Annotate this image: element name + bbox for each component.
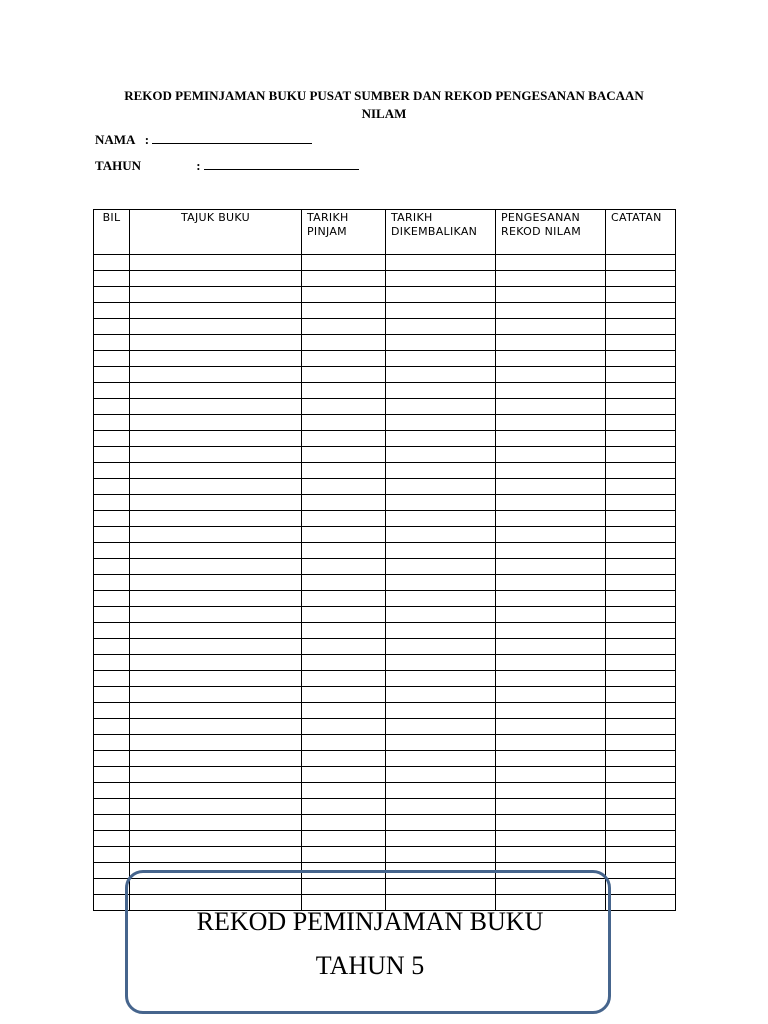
table-cell	[496, 767, 606, 783]
table-cell	[130, 687, 302, 703]
table-cell	[386, 271, 496, 287]
table-cell	[94, 655, 130, 671]
header-tarikh-pinjam: TARIKH PINJAM	[302, 210, 386, 255]
table-cell	[386, 591, 496, 607]
table-cell	[386, 399, 496, 415]
table-row	[94, 319, 676, 335]
table-cell	[130, 511, 302, 527]
table-cell	[130, 591, 302, 607]
table-cell	[496, 303, 606, 319]
table-cell	[606, 575, 676, 591]
table-cell	[302, 399, 386, 415]
table-cell	[302, 543, 386, 559]
table-cell	[94, 495, 130, 511]
table-row	[94, 383, 676, 399]
table-cell	[130, 751, 302, 767]
table-cell	[386, 543, 496, 559]
table-cell	[94, 863, 130, 879]
table-row	[94, 639, 676, 655]
table-cell	[94, 767, 130, 783]
table-cell	[386, 319, 496, 335]
table-cell	[302, 351, 386, 367]
table-cell	[302, 815, 386, 831]
header-pengesanan-rekod-nilam: PENGESANAN REKOD NILAM	[496, 210, 606, 255]
table-cell	[496, 447, 606, 463]
table-cell	[606, 655, 676, 671]
table-cell	[130, 415, 302, 431]
table-row	[94, 479, 676, 495]
table-row	[94, 655, 676, 671]
table-cell	[496, 831, 606, 847]
table-cell	[302, 799, 386, 815]
table-cell	[302, 319, 386, 335]
table-cell	[496, 751, 606, 767]
table-row	[94, 271, 676, 287]
tahun-blank-line	[204, 157, 359, 170]
table-cell	[496, 799, 606, 815]
table-cell	[302, 671, 386, 687]
stamp-line-1: REKOD PEMINJAMAN BUKU	[196, 907, 544, 936]
table-cell	[130, 703, 302, 719]
table-cell	[496, 351, 606, 367]
table-cell	[94, 463, 130, 479]
table-cell	[130, 671, 302, 687]
table-cell	[302, 287, 386, 303]
table-cell	[496, 783, 606, 799]
table-cell	[496, 623, 606, 639]
table-cell	[386, 463, 496, 479]
table-cell	[606, 351, 676, 367]
table-cell	[94, 799, 130, 815]
table-cell	[606, 303, 676, 319]
table-cell	[94, 575, 130, 591]
table-cell	[606, 815, 676, 831]
table-cell	[302, 415, 386, 431]
table-cell	[130, 623, 302, 639]
table-cell	[94, 303, 130, 319]
table-row	[94, 799, 676, 815]
table-cell	[386, 719, 496, 735]
table-cell	[94, 703, 130, 719]
table-cell	[386, 799, 496, 815]
table-row	[94, 447, 676, 463]
table-cell	[302, 255, 386, 271]
table-row	[94, 607, 676, 623]
table-cell	[606, 527, 676, 543]
table-cell	[496, 463, 606, 479]
table-cell	[606, 831, 676, 847]
table-cell	[94, 271, 130, 287]
table-cell	[606, 847, 676, 863]
table-cell	[496, 527, 606, 543]
table-cell	[496, 639, 606, 655]
table-cell	[496, 511, 606, 527]
table-cell	[130, 255, 302, 271]
table-cell	[94, 831, 130, 847]
table-cell	[130, 271, 302, 287]
table-cell	[496, 607, 606, 623]
table-cell	[130, 479, 302, 495]
table-cell	[496, 367, 606, 383]
table-cell	[302, 719, 386, 735]
table-cell	[606, 623, 676, 639]
table-row	[94, 399, 676, 415]
title-line-1: REKOD PEMINJAMAN BUKU PUSAT SUMBER DAN REKOD PENGESANAN BACAAN	[124, 88, 644, 103]
nama-field	[95, 131, 312, 148]
table-cell	[130, 559, 302, 575]
table-cell	[130, 463, 302, 479]
table-header-row	[94, 210, 676, 255]
table-row	[94, 735, 676, 751]
table-row	[94, 687, 676, 703]
table-row	[94, 751, 676, 767]
table-row	[94, 431, 676, 447]
table-cell	[302, 495, 386, 511]
table-cell	[386, 511, 496, 527]
table-row	[94, 335, 676, 351]
table-cell	[386, 303, 496, 319]
table-cell	[130, 719, 302, 735]
title-line-2: NILAM	[361, 106, 407, 121]
table-row	[94, 495, 676, 511]
table-cell	[94, 479, 130, 495]
table-cell	[386, 639, 496, 655]
table-cell	[606, 639, 676, 655]
table-cell	[94, 351, 130, 367]
table-cell	[130, 543, 302, 559]
table-cell	[606, 431, 676, 447]
table-cell	[606, 399, 676, 415]
table-cell	[606, 719, 676, 735]
table-cell	[302, 463, 386, 479]
table-cell	[302, 623, 386, 639]
table-cell	[606, 511, 676, 527]
table-row	[94, 463, 676, 479]
table-cell	[496, 735, 606, 751]
table-row	[94, 623, 676, 639]
table-cell	[496, 543, 606, 559]
table-cell	[302, 271, 386, 287]
table-cell	[302, 431, 386, 447]
table-cell	[386, 831, 496, 847]
table-cell	[302, 575, 386, 591]
table-cell	[130, 639, 302, 655]
table-cell	[606, 559, 676, 575]
table-cell	[386, 623, 496, 639]
table-cell	[386, 735, 496, 751]
table-cell	[94, 639, 130, 655]
table-cell	[386, 495, 496, 511]
table-cell	[94, 719, 130, 735]
table-cell	[94, 335, 130, 351]
table-row	[94, 703, 676, 719]
table-cell	[130, 303, 302, 319]
table-cell	[606, 415, 676, 431]
table-cell	[496, 431, 606, 447]
table-cell	[496, 479, 606, 495]
table-cell	[496, 287, 606, 303]
table-cell	[386, 287, 496, 303]
table-cell	[130, 767, 302, 783]
table-cell	[94, 447, 130, 463]
table-cell	[302, 511, 386, 527]
table-cell	[94, 287, 130, 303]
table-cell	[606, 463, 676, 479]
table-cell	[496, 399, 606, 415]
table-cell	[130, 335, 302, 351]
tahun-colon: :	[196, 158, 201, 173]
table-row	[94, 367, 676, 383]
table-cell	[496, 655, 606, 671]
table-cell	[606, 687, 676, 703]
table-cell	[606, 319, 676, 335]
table-cell	[302, 767, 386, 783]
table-cell	[606, 543, 676, 559]
table-row	[94, 831, 676, 847]
table-cell	[302, 527, 386, 543]
table-cell	[130, 287, 302, 303]
table-cell	[606, 255, 676, 271]
table-cell	[606, 735, 676, 751]
table-cell	[386, 783, 496, 799]
table-cell	[130, 319, 302, 335]
record-table	[93, 209, 676, 911]
table-cell	[94, 847, 130, 863]
table-row	[94, 591, 676, 607]
table-cell	[94, 559, 130, 575]
table-cell	[386, 703, 496, 719]
table-cell	[386, 335, 496, 351]
table-cell	[606, 591, 676, 607]
table-cell	[94, 511, 130, 527]
table-cell	[302, 303, 386, 319]
table-cell	[606, 479, 676, 495]
table-cell	[606, 607, 676, 623]
table-cell	[386, 607, 496, 623]
table-cell	[496, 687, 606, 703]
table-cell	[130, 527, 302, 543]
table-cell	[94, 431, 130, 447]
table-cell	[606, 383, 676, 399]
table-cell	[130, 607, 302, 623]
table-cell	[496, 255, 606, 271]
nama-colon: :	[144, 132, 150, 147]
table-cell	[496, 591, 606, 607]
table-cell	[606, 271, 676, 287]
table-cell	[386, 575, 496, 591]
table-row	[94, 847, 676, 863]
table-cell	[386, 527, 496, 543]
table-cell	[386, 431, 496, 447]
table-cell	[130, 399, 302, 415]
nama-label: NAMA	[95, 132, 136, 147]
table-cell	[606, 895, 676, 911]
table-cell	[94, 319, 130, 335]
table-cell	[386, 687, 496, 703]
table-cell	[130, 735, 302, 751]
table-cell	[94, 815, 130, 831]
table-cell	[386, 559, 496, 575]
table-cell	[302, 447, 386, 463]
table-cell	[302, 591, 386, 607]
table-cell	[302, 655, 386, 671]
table-cell	[496, 319, 606, 335]
table-cell	[496, 671, 606, 687]
table-cell	[94, 255, 130, 271]
table-cell	[130, 383, 302, 399]
table-cell	[94, 735, 130, 751]
header-bil: BIL	[94, 210, 130, 255]
table-cell	[496, 575, 606, 591]
table-cell	[302, 559, 386, 575]
table-cell	[302, 735, 386, 751]
table-cell	[496, 495, 606, 511]
table-cell	[302, 703, 386, 719]
table-cell	[94, 591, 130, 607]
stamp-line-2: TAHUN 5	[315, 951, 425, 980]
table-cell	[386, 671, 496, 687]
table-cell	[606, 287, 676, 303]
table-cell	[302, 367, 386, 383]
table-cell	[130, 351, 302, 367]
table-cell	[386, 479, 496, 495]
table-cell	[606, 367, 676, 383]
table-row	[94, 351, 676, 367]
table-cell	[130, 495, 302, 511]
table-cell	[386, 767, 496, 783]
table-row	[94, 511, 676, 527]
table-cell	[94, 399, 130, 415]
table-cell	[302, 383, 386, 399]
document-title	[95, 87, 673, 123]
table-row	[94, 767, 676, 783]
tahun-field	[95, 157, 359, 174]
table-cell	[606, 495, 676, 511]
header-catatan: CATATAN	[606, 210, 676, 255]
table-cell	[130, 847, 302, 863]
table-cell	[496, 703, 606, 719]
table-row	[94, 543, 676, 559]
table-cell	[606, 799, 676, 815]
table-cell	[606, 335, 676, 351]
table-cell	[302, 639, 386, 655]
table-row	[94, 559, 676, 575]
table-cell	[130, 799, 302, 815]
table-cell	[94, 623, 130, 639]
table-cell	[606, 879, 676, 895]
table-row	[94, 671, 676, 687]
table-cell	[496, 415, 606, 431]
table-row	[94, 303, 676, 319]
table-cell	[130, 367, 302, 383]
table-cell	[302, 783, 386, 799]
table-cell	[386, 383, 496, 399]
table-cell	[130, 831, 302, 847]
table-cell	[94, 751, 130, 767]
table-cell	[130, 447, 302, 463]
table-cell	[130, 655, 302, 671]
table-cell	[302, 335, 386, 351]
nama-blank-line	[152, 131, 312, 144]
table-cell	[386, 367, 496, 383]
table-cell	[302, 607, 386, 623]
table-cell	[94, 607, 130, 623]
title-stamp-box	[125, 870, 611, 1014]
table-cell	[130, 575, 302, 591]
table-cell	[386, 655, 496, 671]
table-cell	[130, 815, 302, 831]
table-cell	[94, 415, 130, 431]
table-cell	[130, 783, 302, 799]
table-cell	[94, 543, 130, 559]
table-cell	[386, 847, 496, 863]
table-cell	[606, 751, 676, 767]
table-cell	[496, 847, 606, 863]
table-row	[94, 815, 676, 831]
header-tarikh-dikembalikan: TARIKH DIKEMBALIKAN	[386, 210, 496, 255]
table-row	[94, 415, 676, 431]
table-cell	[606, 783, 676, 799]
table-cell	[94, 367, 130, 383]
table-cell	[386, 351, 496, 367]
table-cell	[606, 863, 676, 879]
table-cell	[94, 783, 130, 799]
table-row	[94, 287, 676, 303]
tahun-label: TAHUN	[95, 158, 141, 173]
table-cell	[606, 767, 676, 783]
table-cell	[94, 671, 130, 687]
header-tajuk-buku: TAJUK BUKU	[130, 210, 302, 255]
table-cell	[386, 815, 496, 831]
table-cell	[130, 431, 302, 447]
table-cell	[386, 751, 496, 767]
table-row	[94, 575, 676, 591]
table-cell	[302, 479, 386, 495]
table-cell	[302, 847, 386, 863]
table-cell	[302, 687, 386, 703]
table-cell	[94, 687, 130, 703]
table-cell	[386, 415, 496, 431]
table-cell	[496, 335, 606, 351]
table-cell	[496, 815, 606, 831]
table-row	[94, 719, 676, 735]
table-cell	[386, 255, 496, 271]
table-cell	[496, 559, 606, 575]
table-cell	[94, 527, 130, 543]
table-cell	[496, 383, 606, 399]
table-cell	[606, 447, 676, 463]
table-cell	[302, 751, 386, 767]
table-cell	[606, 671, 676, 687]
table-cell	[94, 383, 130, 399]
table-row	[94, 255, 676, 271]
table-row	[94, 783, 676, 799]
table-body	[94, 255, 676, 911]
table-cell	[302, 831, 386, 847]
table-cell	[606, 703, 676, 719]
table-cell	[496, 271, 606, 287]
table-row	[94, 527, 676, 543]
table-cell	[496, 719, 606, 735]
table-cell	[386, 447, 496, 463]
